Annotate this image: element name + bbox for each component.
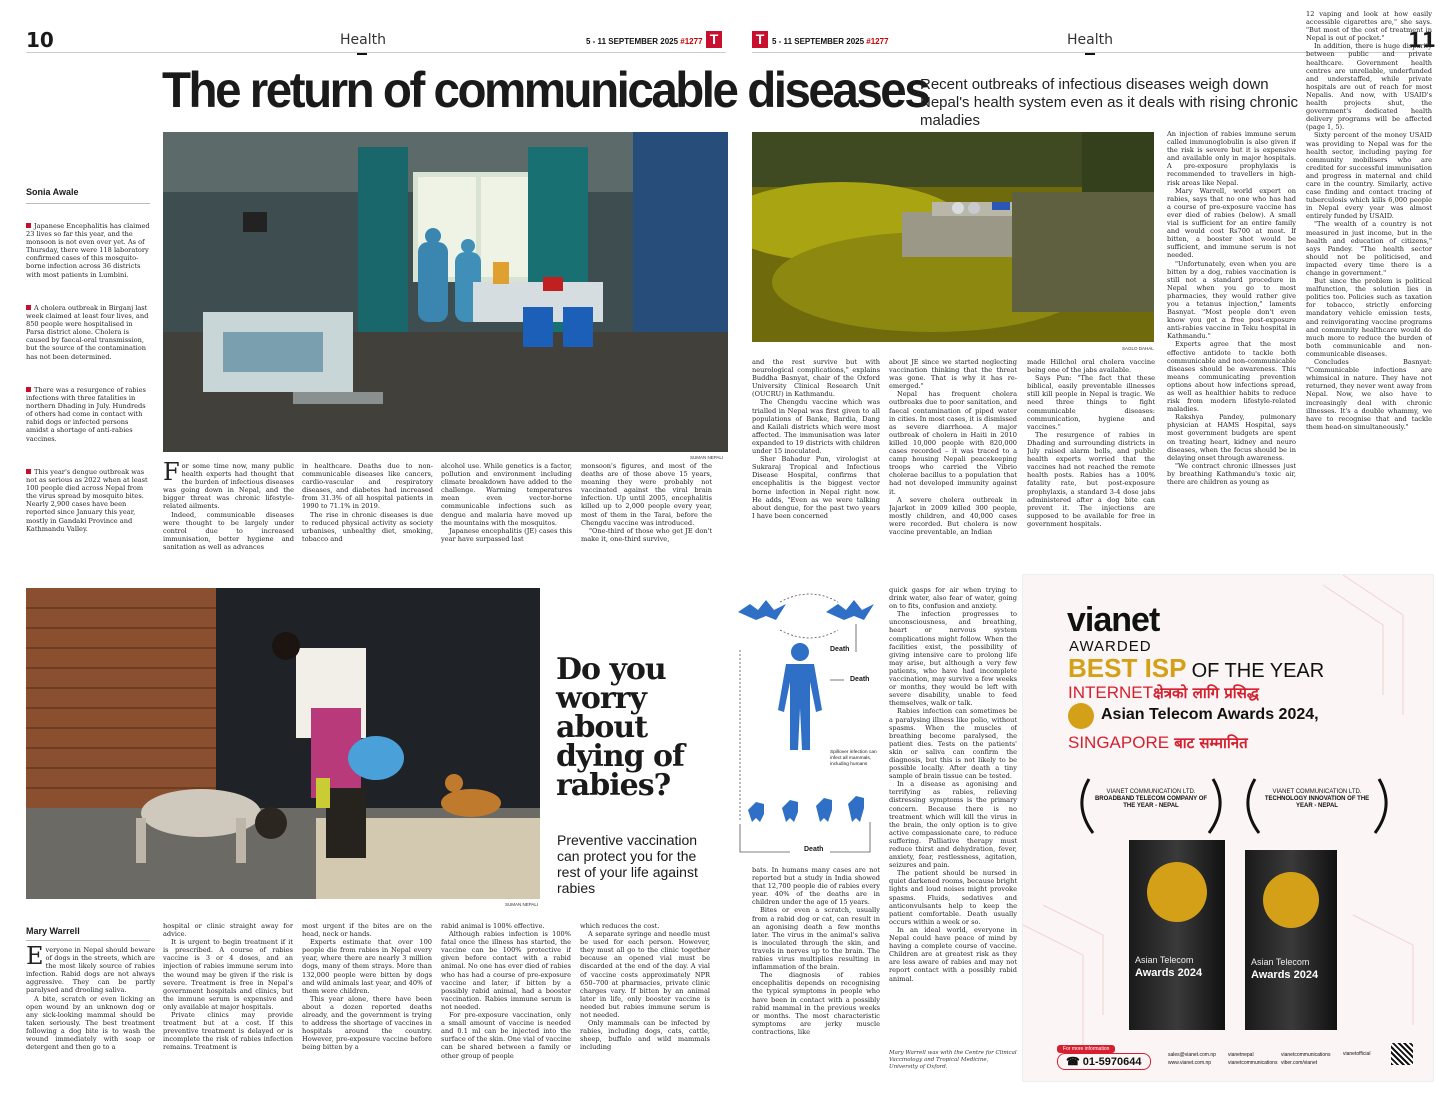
bullet-square-icon [26,387,31,392]
bullet-text: This year's dengue outbreak was not as serious as 2022 when at least 100 people died across Nepal from the virus spread by mosquito bites. Nearly 2,900 cases have been reported since January this year, mostly in Gandaki Province and Kathmandu Valley. [26,468,148,533]
paragraph: A severe cholera outbreak in Jajarkot in 2009 killed 300 people, mostly children, and 40,000 cases were recorded. But cholera is now vaccine preventable, an Indian [889,495,1017,536]
woman-feeding-dogs-photo [26,588,540,899]
award-trophy-2 [1245,850,1337,1030]
laurel-text-1 [1093,789,1209,810]
header-rule-left [26,52,726,53]
headline-rabies: Do you worry about dying of rabies? [556,652,684,803]
ad-nepali-1: क्षेत्रको लागि प्रसिद्ध [1153,684,1259,702]
paragraph: For some time now, many public health experts had thought that the burden of infectious diseases was going down in Nepal, and the bigger threat was chronic lifestyle-related ailments. [163,462,294,511]
paragraph: made Hillchol oral cholera vaccine being one of the jabs available. [1027,358,1155,375]
contact-facebook[interactable]: vianetnepal [1228,1052,1254,1058]
paragraph: most urgent if the bites are on the head, neck or hands. [302,922,432,939]
contact-viber[interactable]: viber.com/vianet [1281,1060,1318,1066]
paragraph: "We contract chronic illnesses just by breathing Kathmandu's toxic air, there are children as young as [1167,461,1296,487]
dog-icon [848,796,864,822]
standfirst-rabies: Preventive vaccination can protect you for the rest of your life against rabies [557,832,698,896]
paragraph: about JE since we started neglecting vaccination thinking that the threat was gone. That is why it has re-emerged." [889,358,1017,391]
dateline-right-text: 5 - 11 SEPTEMBER 2025 [772,37,865,46]
photo-credit-hospital: SUMAN NEPALI [690,455,724,460]
ad-singapore: SINGAPORE [1068,733,1170,752]
trophy-text: Awards 2024 [1135,967,1203,979]
contact-instagram[interactable]: vianetcommunications [1228,1060,1278,1066]
vianet-advertisement[interactable] [1022,574,1434,1082]
rabies-transmission-diagram [730,590,880,860]
paragraph: The infection progresses to unconsciousness, and breathing, heart or nervous system complications might follow. When the facilities exist, the possibility of giving intensive care to prolong life may arise, but although a very few patients, who have had incomplete vaccination, may survive a few weeks or months, they would be left with severe disability, unable to feed themselves, walk or talk. [889,610,1017,708]
paragraph: For pre-exposure vaccination, only a small amount of vaccine is needed and 0.1 ml can be injected into the surface of the skin. One vial of vaccine can be shared between a family or other group of people [441,1011,571,1060]
paragraph: "Unfortunately, even when you are bitten by a dog, rabies vaccination is still not a standard procedure in Nepal when you go to most pharmacies, they would rather give you a tetanus injection," laments Basnyat. "Most people don't even know you get a free post-exposure anti-rabies vaccine in Teku hospital in Kathmandu." [1167,259,1296,341]
bullet-text: There was a resurgence of rabies infections with three fatalities in northern Dhading in July. Hundreds of others had come in contact with rabid dogs or infected persons amidst a shortage of anti-rabies vaccines. [26,386,146,443]
laurel-company: VIANET COMMUNICATION LTD. [1106,789,1196,795]
article-column [889,358,1017,558]
article-column [302,462,433,562]
spillover-note: Spillover infection can infect all mammals, including humans [830,750,877,767]
ad-internet: INTERNET [1068,683,1153,702]
contact-block-1 [1168,1051,1216,1067]
bullet-item [26,222,150,279]
byline-rule [26,203,150,204]
dog-icon [782,800,798,822]
paragraph: Rakshya Pandey, pulmonary physician at HAMS Hospital, says most government budgets are spent on treating heart, kidney and neuro diseases, when the focus should be in delaying onset through awareness. [1167,413,1296,462]
ad-best-isp-line [1068,653,1324,684]
paragraph: Sixty percent of the money USAID was providing to Nepal was for the health sector, including paying for community mobilisers who are credited for successful immunisation and progress in maternal and child care in the country. Similarly, active case finding and contact tracing of tuberculosis which kills 6,000 people in Nepal every year was almost entirely funded by USAID. [1306,131,1432,221]
hospital-ward-photo [163,132,728,452]
paragraph: 12 vaping and look at how easily accessible cigarettes are," she says. "But most of the cost of treatment in Nepal is out of pocket." [1306,10,1432,43]
ad-best-isp: BEST ISP [1068,653,1187,683]
paragraph: Although rabies infection is 100% fatal once the illness has started, the vaccine can be 100% protective if given before contact with a rabid animal. No one has ever died of rabies who has had a course of pre-exposure vaccine and later, if bitten by a possibly rabid animal, had a booster vaccination. Rabies immune serum is not needed. [441,930,571,1011]
transmission-svg [730,590,880,860]
drop-cap: F [163,462,180,486]
death-label: Death [804,846,824,853]
paragraph: The rise in chronic diseases is due to reduced physical activity as society urbanises, unhealthy diet, smoking, tobacco and [302,510,433,543]
gold-emblem-icon [1147,862,1207,922]
paragraph: "One-third of those who get JE don't make it, one-third survive, [581,526,712,543]
more-info-badge: For more information [1057,1045,1115,1053]
contact-web[interactable]: www.vianet.com.np [1168,1060,1212,1066]
paragraph: This year alone, there have been about a dozen reported deaths already, and the government is trying to address the shortage of vaccines in hospitals around the country. However, pre-exposure vaccine before being bitten by a [302,994,432,1052]
photo-credit-dogs: SUMAN NEPALI [505,902,539,907]
laurel-text-2 [1259,789,1375,810]
bullet-item [26,386,150,443]
hospital-illustration [163,132,728,452]
bullet-text: A cholera outbreak in Birganj last week claimed at least four lives, and 850 people were hospitalised in Parsa district alone. Cholera is caused by faecal-oral transmission, but the source of the contamination has not been determined. [26,304,149,361]
paragraph: Mary Warrell, world expert on rabies, says that no one who has had a course of pre-exposure vaccine has ever died of rabies (below). A small vial is sufficient for an entire family and would cost Rs700 at most. If bitten, a booster shot would be sufficient, and immune serum is not needed. [1167,186,1296,260]
ad-awarded: AWARDED [1069,638,1152,655]
asian-telecom-logo-icon [1068,703,1094,729]
death-label: Death [830,646,850,653]
paragraph: The Chengdu vaccine which was trialled in Nepal was first given to all populations of Banke, Bardia, Dang and Kailali districts which were most affected. The immunisation was later expanded to 19 districts with children under 15 inoculated. [752,398,880,456]
laurel-title: BROADBAND TELECOM COMPANY OF THE YEAR - NEPAL [1094,796,1208,809]
bullet-item [26,468,150,533]
article-column [441,922,571,1097]
gold-emblem-icon [1263,872,1319,928]
paragraph: The patient should be nursed in quiet darkened rooms, because bright lights and loud noises might provoke spasms. Fluids, sedatives and anticonvulsants help to keep the patient comfortable. Death usually occurs within a week or so. [889,869,1017,926]
paragraph: Nepal has frequent cholera outbreaks due to poor sanitation, and faecal contamination of piped water in cities. In most cases, it is dismissed as severe diarrhoea. A major outbreak of cholera in Haiti in 2010 killed 10,000 people with 820,000 cases recorded – it was traced to a camp housing Nepali peacekeeping troops who carried the Vibrio cholerae bacillus to a population that had not developed immunity against it. [889,390,1017,496]
paragraph: In a disease as agonising and terrifying as rabies, relieving distressing symptoms is the primary concern. Because there is no treatment which will kill the virus in the brain, the only option is to give active compassionate care, to reduce suffering. Palliative therapy must reduce thirst and dehydration, fever, anxiety, fear, restlessness, agitation, seizures and pain. [889,780,1017,870]
article-column [581,462,712,562]
contact-email[interactable]: sales@vianet.com.np [1168,1052,1216,1058]
paragraph: Concludes Basnyat: "Communicable infections are whimsical in nature. They have not returned, they never went away from Nepal. Now, we also have to increasingly deal with chronic illnesses. It's a double whammy, we have to recognise that and tackle them head-on simultaneously." [1306,358,1432,431]
phone-text: 01-5970644 [1082,1056,1142,1068]
bullet-square-icon [26,223,31,228]
article-column [1306,10,1432,562]
bat-icon [738,600,786,620]
issue-right: #1277 [866,37,889,46]
paragraph: alcohol use. While genetics is a factor, pollution and environment including climate breakdown have added to the challenge. Warming temperatures mean even vector-borne communicable infections such as dengue and malaria have moved up the mountains with the mosquitos. [441,462,572,527]
bullet-square-icon [26,305,31,310]
bullet-square-icon [26,469,31,474]
article-column [1167,130,1296,560]
article-column [889,586,1017,1048]
laurel-company: VIANET COMMUNICATION LTD. [1272,789,1362,795]
headline-communicable: The return of communicable diseases [162,62,929,118]
article-column [26,946,155,1096]
paragraph: hospital or clinic straight away for advice. [163,922,293,939]
byline-sonia-awale: Sonia Awale [26,187,79,197]
byline-rule [26,940,150,941]
paragraph: Indeed, communicable diseases were thought to be largely under control due to increased immunisation, better hygiene and sanitation as well as advances [163,510,294,551]
article-column [163,922,293,1097]
death-label: Death [850,676,870,683]
section-label-left: Health [340,32,386,48]
paragraph: It is urgent to begin treatment if it is prescribed. A course of rabies vaccine is 3 or 4 doses, and an injection of rabies immune serum into the wound may be given if the risk is severe. Treatment is free in Nepal's government hospitals and clinics, but the immune serum is expensive and only available at major hospitals. [163,938,293,1011]
issue-left: #1277 [680,37,703,46]
ad-internet-line [1068,683,1259,703]
dateline-left [586,37,703,46]
paragraph: Says Pun: "The fact that these biblical, easily preventable illnesses still kill people in Nepal is tragic. We need three things to fight communicable diseases: communication, hygiene and vaccines." [1027,374,1155,431]
dateline-left-text: 5 - 11 SEPTEMBER 2025 [586,37,679,46]
contact-x[interactable]: vianetofficial [1343,1051,1371,1057]
page-number-right: 11 [1408,28,1436,52]
paragraph: Bites or even a scratch, usually from a rabid dog or cat, can result in an agonising death a few months later. The virus in the animal's saliva is inoculated through the skin, and travels in nerves up to the brain. The rabies virus multiplies resulting in inflammation of the brain. [752,906,880,972]
page-number-left: 10 [26,28,54,52]
contact-block-2 [1228,1051,1277,1067]
paragraph: Experts estimate that over 100 people die from rabies in Nepal every year, where there are nearly 3 million dogs, many of them strays. More than 132,000 people were bitten by dogs and wild animals last year, and 40% of them were children. [302,938,432,995]
polluted-river-photo [752,132,1154,342]
times-logo-right: T [752,31,768,48]
paragraph: Rabies infection can sometimes be a paralysing illness like polio, without spasms. When the muscles of breathing become paralysed, the patient dies. Tests on the patients' skin or saliva can confirm the diagnosis, but this is not likely to be possible locally. After death a tiny sample of brain tissue can be tested. [889,707,1017,781]
paragraph: An injection of rabies immune serum called immunoglobulin is also given if the risk is severe but it is expensive and available only in major hospitals. A pre-exposure prophylaxis is recommended to travellers in high-risk areas like Nepal. [1167,130,1296,187]
dog-icon [816,798,832,822]
ad-singapore-line [1068,733,1248,753]
standfirst-communicable: Recent outbreaks of infectious diseases weigh down Nepal's health system even as it deals with rising chronic maladies [920,76,1299,129]
bat-icon [826,600,874,620]
contact-linkedin[interactable]: vianetcommunications [1281,1052,1331,1058]
photo-credit-river: SAGLO DAHAL [1122,346,1154,351]
trophy-text: Asian Telecom [1251,957,1310,967]
paragraph: The resurgence of rabies in Dhading and surrounding districts in July raised alarm bells, and public health experts worried that the vaccines had not reached the remote health posts. Rabies has a 100% fatality rate, but post-exposure prophylaxis, a standard 3-4 dose jabs administered after a dog bite can prevent it. The injections are supposed to be available for free in government hospitals. [1027,430,1155,528]
paragraph: and the rest survive but with neurological complications," explains Buddha Basnyat, chair of the Oxford University Clinical Research Unit (OUCRU) in Kathmandu. [752,358,880,399]
paragraph: bats. In humans many cases are not reported but a study in India showed that 12,700 people die of rabies every year. 40% of the deaths are in children under the age of 15 years. [752,866,880,907]
paragraph: quick gasps for air when trying to drink water, also fear of water, going on to fits, confusion and anxiety. [889,586,1017,611]
phone-number[interactable]: ☎ 01-5970644 [1057,1053,1151,1070]
bullet-text: Japanese Encephalitis has claimed 23 lives so far this year, and the monsoon is not even over yet. As of Thursday, there were 118 laboratory confirmed cases of this mosquito-borne infection across 36 districts with most patients in Lumbini. [26,222,150,279]
drop-cap: E [26,946,44,970]
paragraph: "The wealth of a country is not measured in just income, but in the health and education of citizens," says Pandey. "The health sector should not be politicised, and impacted every time there is a change in government." [1306,220,1432,277]
paragraph: In addition, there is huge disparity between public and private healthcare. Government health centres are unreliable, underfunded and understaffed, while private hospitals are out of reach for most Nepalis. And now, with USAID's health projects shut, the government's dedicated health delivery programs will be affected (page 1, 5). [1306,42,1432,132]
dog-icon [748,802,764,822]
bullet-item [26,304,150,361]
paragraph: Japanese encephalitis (JE) cases this year have surpassed last [441,526,572,543]
article-column [752,358,880,558]
paragraph: The diagnosis of rabies encephalitis depends on recognising the typical symptoms in people who have been in contact with a possibly rabid mammal in the previous weeks or months. The most characteristic symptoms are jerky muscle contractions, like [752,971,880,1036]
paragraph: A separate syringe and needle must be used for each person. However, they must all go to the clinic together because an opened vial must be discarded at the end of the day. A vial of vaccine costs approximately NPR 650–700 at pharmacies, private clinic charges vary. If bitten by an animal later in life, only booster vaccine is needed but rabies immune serum is not needed. [580,930,710,1020]
ad-asian-telecom: Asian Telecom Awards 2024, [1101,706,1319,723]
paragraph: Only mammals can be infected by rabies, including dogs, cats, cattle, sheep, buffalo and wild mammals including [580,1019,710,1052]
trophy-text: Asian Telecom [1135,955,1194,965]
vianet-logo: vianet [1067,601,1160,639]
ad-nepali-2: बाट सम्मानित [1174,734,1248,752]
ad-of-the-year: OF THE YEAR [1191,660,1325,682]
paragraph: Private clinics may provide treatment but at a cost. If this preventive treatment is delayed or is incomplete the risk of rabies infection remains. Treatment is [163,1011,293,1052]
paragraph: which reduces the cost. [580,922,660,930]
paragraph: Sher Bahadur Pun, virologist at Sukraraj Tropical and Infectious Disease Hospital, confirms that encephalitis is the biggest vector borne infection in Nepal right now. He adds, "Even as we were talking about dengue, for the past two years I have been concerned [752,455,880,520]
paragraph: monsoon's figures, and most of the deaths are of those above 15 years, meaning they were probably not vaccinated against the viral brain infection. Up until 2005, encephalitis killed up to 2,000 people every year, most of them in the Tarai, before the Chengdu vaccine was introduced. [581,462,712,527]
trophy-text: Awards 2024 [1251,969,1319,981]
street-dogs-illustration [26,588,540,899]
dateline-right [772,37,889,46]
article-column [752,866,880,1098]
paragraph: in healthcare. Deaths due to non-communicable diseases like cancers, cardio-vascular and respiratory diseases, and diabetes had increased from 31.3% of all hospital patients in 1990 to 71.1% in 2019. [302,462,433,511]
paragraph: A bite, scratch or even licking an open wound by an unknown dog or any sick-looking mammal should be taken seriously. The best treatment following a dog bite is to wash the wound immediately with soap or detergent and then go to a [26,994,155,1052]
paragraph: Everyone in Nepal should beware of dogs in the streets, which are the most likely source of rabies infection. Rabid dogs are not always aggressive. They can be partly paralysed and drooling saliva. [26,946,155,995]
article-column [580,922,710,1097]
article-column [1027,358,1155,558]
paragraph: In an ideal world, everyone in Nepal could have peace of mind by having a complete course of vaccine. Children are at greatest risk as they are less aware of rabies and may not report contact with a possibly rabid animal. [889,925,1017,983]
times-logo-left: T [706,31,722,48]
qr-code-icon [1391,1043,1413,1065]
contact-block-3 [1281,1051,1330,1067]
paragraph: rabid animal is 100% effective. [441,922,545,930]
article-column [441,462,572,562]
article-column [163,462,294,562]
article-column [302,922,432,1097]
byline-mary-warrell: Mary Warrell [26,926,80,936]
section-label-right: Health [1067,32,1113,48]
paragraph: Experts agree that the most effective antidote to tackle both communicable and non-communicable diseases should be awareness. This means communicating prevention options about how infections spread, as well as healthier habits to reduce risk from modern lifestyle-related maladies. [1167,340,1296,414]
paragraph: But since the problem is political malfunction, the solution lies in politics too. Policies such as taxation for tobacco, strictly enforcing mandatory vehicle emission tests, and reinvigorating vaccine programs and community healthcare would do much more to reduce the burden of both communicable and non-communicable diseases. [1306,277,1432,358]
river-illustration [752,132,1154,342]
author-note: Mary Warrell was with the Centre for Clinical Vaccinology and Tropical Medicine, University of Oxford. [889,1050,1017,1070]
laurel-title: TECHNOLOGY INNOVATION OF THE YEAR - NEPAL [1264,796,1370,809]
award-trophy-1 [1129,840,1225,1030]
human-figure-icon [778,643,822,750]
